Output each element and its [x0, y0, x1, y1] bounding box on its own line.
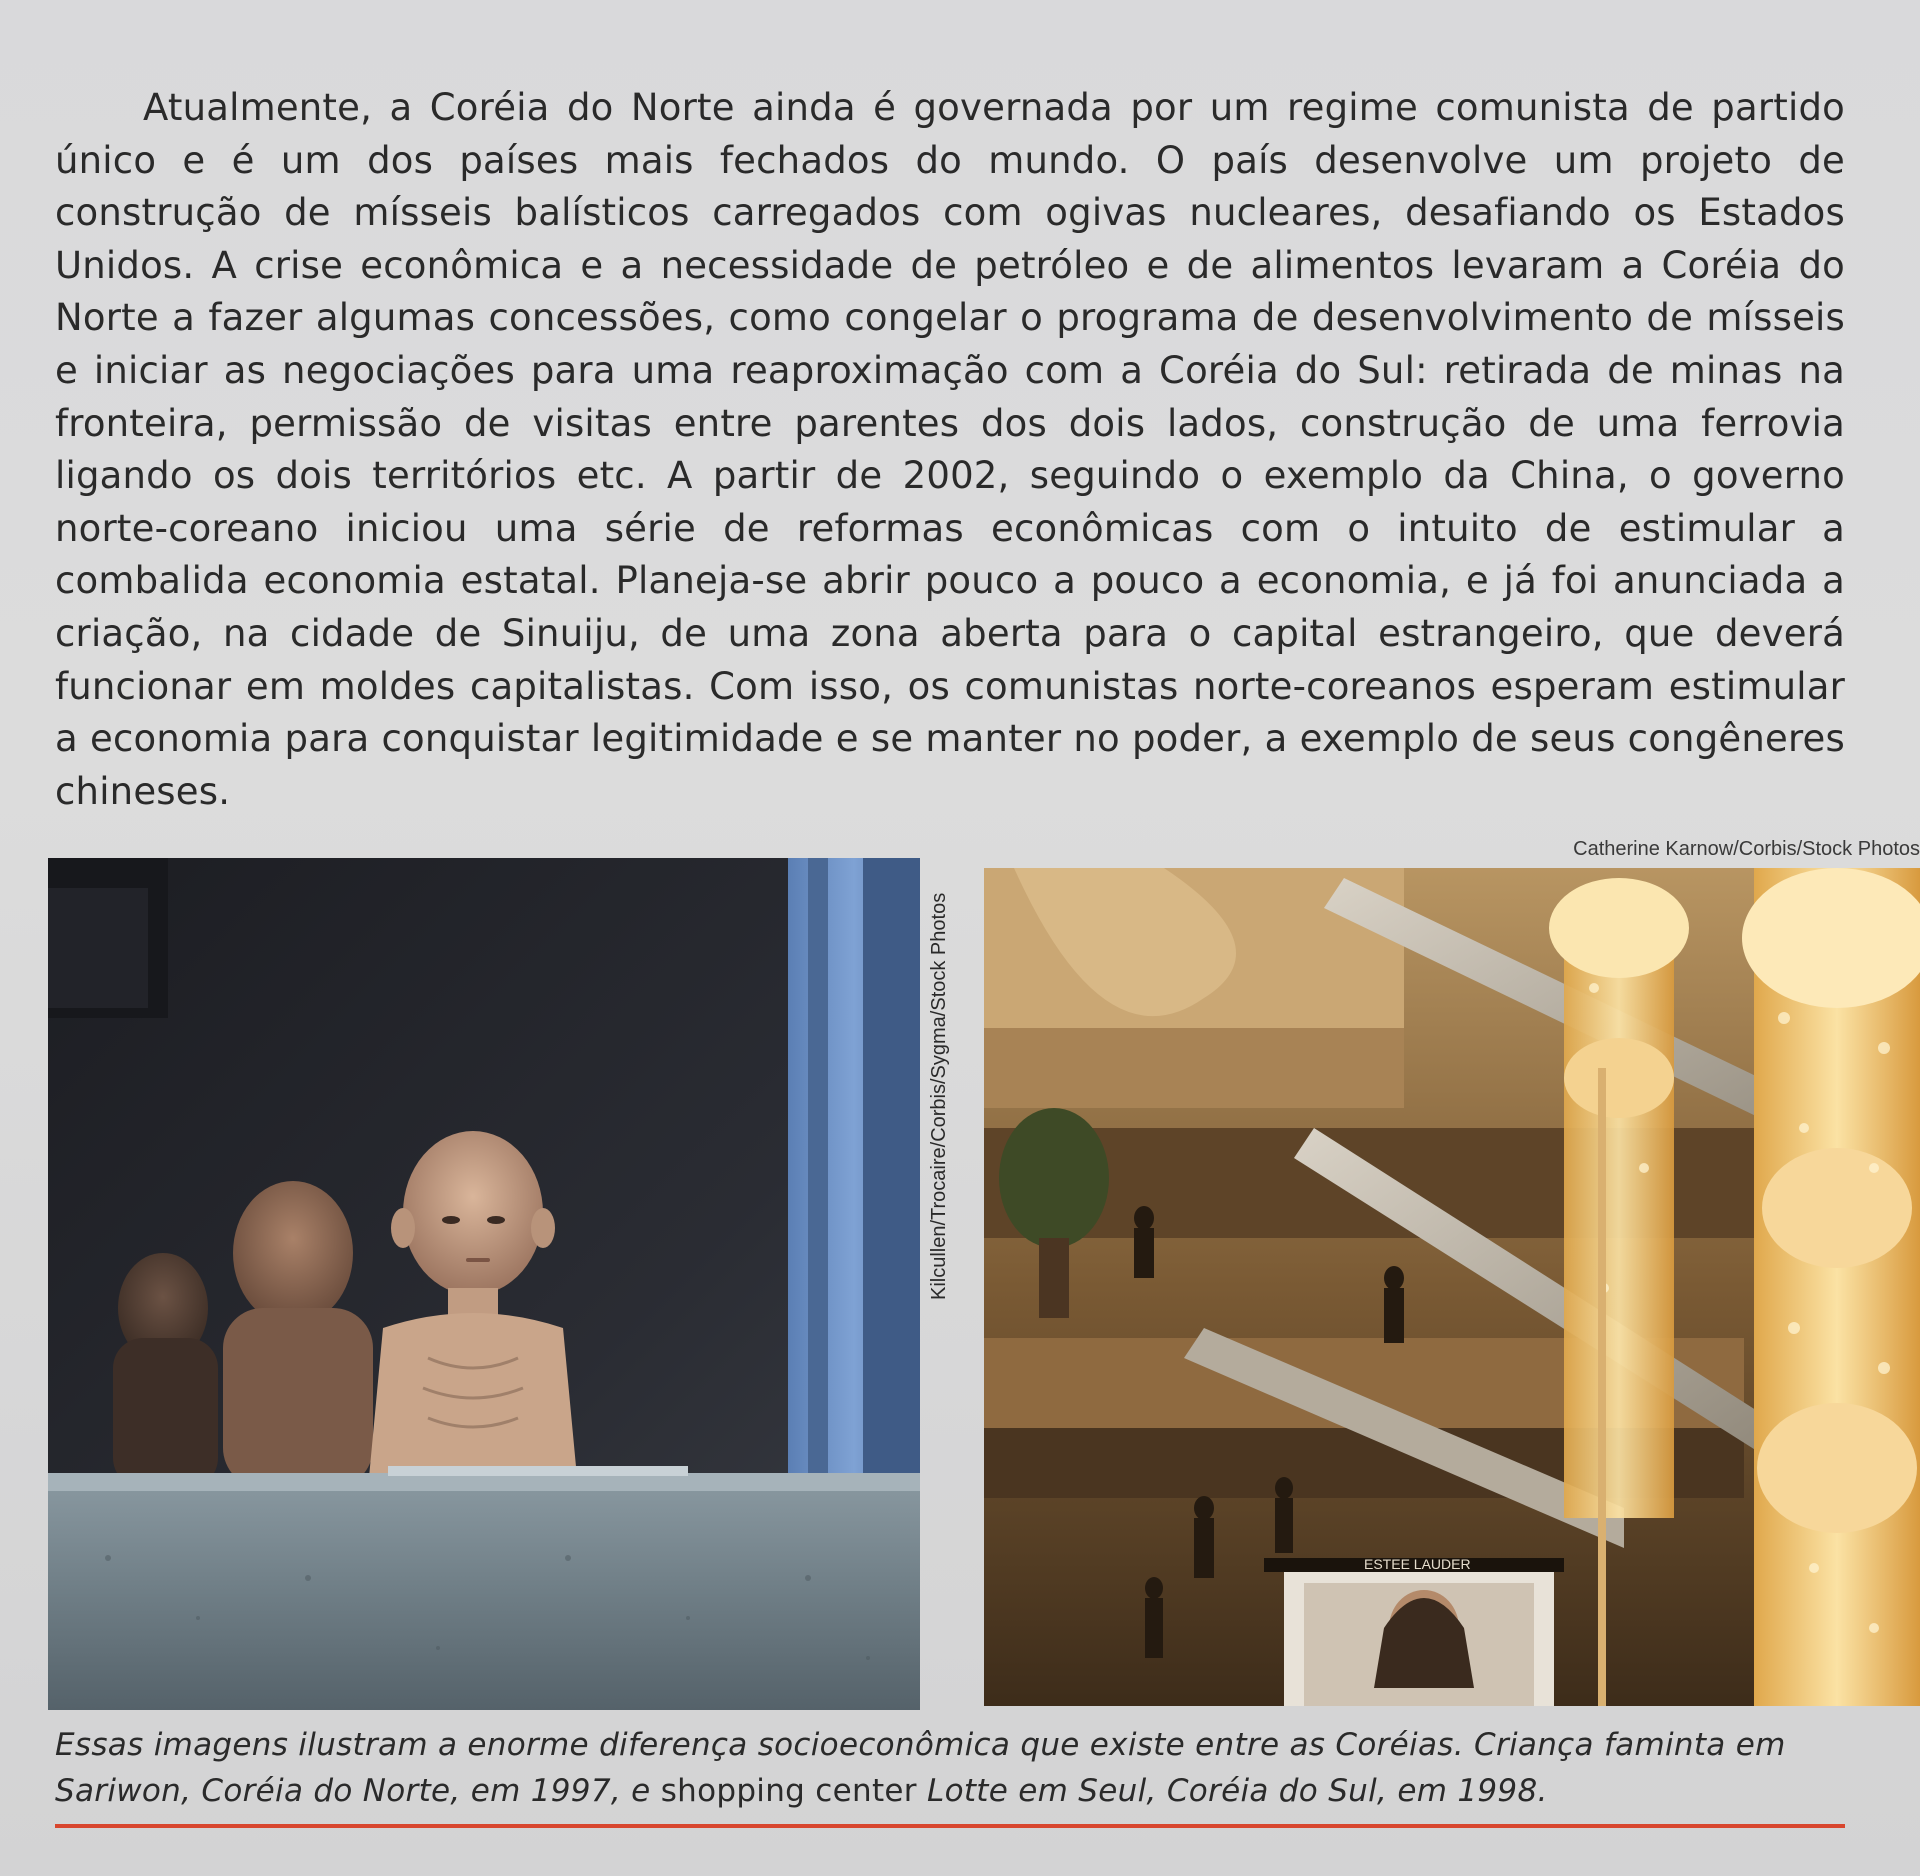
shopping-mall-image: [984, 868, 1920, 1706]
right-photo-credit: Catherine Karnow/Corbis/Stock Photos: [1573, 838, 1920, 860]
caption-part-1: Essas imagens ilustram a enorme diferença socioeconômica que existe entre as Coréias. Criança faminta em Sariwon, Coréia do Norte, em 1997, e: [55, 1727, 1786, 1809]
photo-north-korea-children: [48, 858, 920, 1710]
caption-part-3: Lotte em Seul, Coréia do Sul, em 1998.: [916, 1773, 1548, 1809]
body-paragraph: Atualmente, a Coréia do Norte ainda é governada por um regime comunista de partido único e é um dos países mais fechados do mundo. O país desenvolve um projeto de construção de mísseis balísticos carregados com ogivas nucleares, desafiando os Estados Unidos. A crise econômica e a necessidade de petróleo e de alimentos levaram a Coréia do Norte a fazer algumas concessões, como congelar o programa de desenvolvimento de mísseis e iniciar as negociações para uma reaproximação com a Coréia do Sul: retirada de minas na fronteira, permissão de visitas entre parentes dos dois lados, construção de uma ferrovia ligando os dois territórios etc. A partir de 2002, seguindo o exemplo da China, o governo norte-coreano iniciou uma série de reformas econômicas com o intuito de estimular a combalida economia estatal. Planeja-se abrir pouco a pouco a economia, e já foi anunciada a criação, na cidade de Sinuiju, de uma zona aberta para o capital estrangeiro, que deverá funcionar em moldes capitalistas. Com isso, os comunistas norte-coreanos esperam estimular a economia para conquistar legitimidade e se manter no poder, a exemplo de seus congêneres chineses.: [55, 86, 1845, 813]
photo-seoul-shopping-center: [984, 868, 1920, 1706]
caption-part-2: shopping center: [660, 1773, 917, 1809]
children-at-window-image: [48, 858, 920, 1710]
caption-rule: [55, 1824, 1845, 1828]
photo-caption: [55, 1722, 1845, 1814]
left-photo-credit: Kilcullen/Trocaire/Corbis/Sygma/Stock Photos: [928, 892, 950, 1300]
sign-text: ESTEE LAUDER: [1364, 1556, 1471, 1572]
